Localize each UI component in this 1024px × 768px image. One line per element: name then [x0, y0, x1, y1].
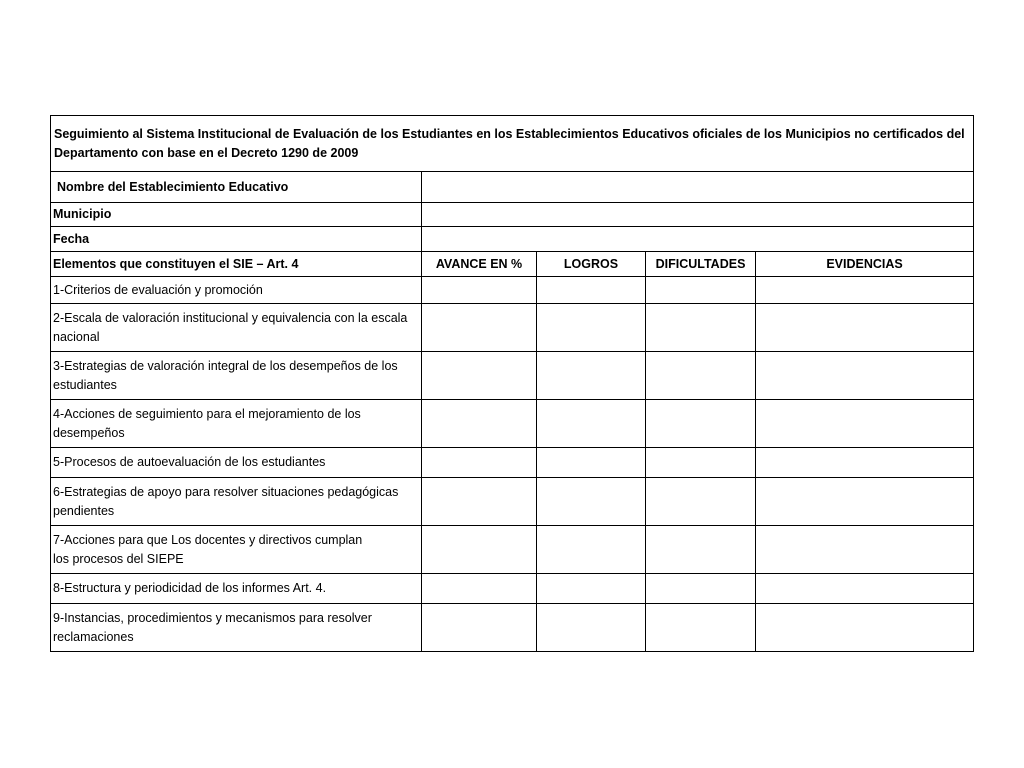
logros-cell[interactable] [537, 304, 646, 352]
logros-cell[interactable] [537, 604, 646, 652]
avance-cell[interactable] [422, 478, 537, 526]
column-header-evidencias: EVIDENCIAS [756, 252, 974, 277]
evidencias-cell[interactable] [756, 400, 974, 448]
logros-cell[interactable] [537, 277, 646, 304]
date-label: Fecha [51, 227, 422, 252]
dificultades-cell[interactable] [646, 352, 756, 400]
table-row [51, 526, 974, 574]
logros-cell[interactable] [537, 526, 646, 574]
avance-cell[interactable] [422, 526, 537, 574]
row-label: 2-Escala de valoración institucional y equivalencia con la escala nacional [51, 304, 422, 352]
date-row [51, 227, 974, 252]
row-label-line: los procesos del SIEPE [53, 551, 184, 566]
table-row [51, 304, 974, 352]
avance-cell[interactable] [422, 604, 537, 652]
logros-cell[interactable] [537, 574, 646, 604]
municipality-field[interactable] [422, 203, 974, 227]
evidencias-cell[interactable] [756, 352, 974, 400]
row-label: 1-Criterios de evaluación y promoción [51, 277, 422, 304]
logros-cell[interactable] [537, 352, 646, 400]
avance-cell[interactable] [422, 448, 537, 478]
column-header-elementos: Elementos que constituyen el SIE – Art. 4 [51, 252, 422, 277]
dificultades-cell[interactable] [646, 400, 756, 448]
column-header-row [51, 252, 974, 277]
avance-cell[interactable] [422, 352, 537, 400]
evidencias-cell[interactable] [756, 478, 974, 526]
column-header-dificultades: DIFICULTADES [646, 252, 756, 277]
table-row [51, 574, 974, 604]
dificultades-cell[interactable] [646, 304, 756, 352]
evidencias-cell[interactable] [756, 526, 974, 574]
establishment-name-field[interactable] [422, 172, 974, 203]
evidencias-cell[interactable] [756, 277, 974, 304]
title-row [51, 116, 974, 172]
dificultades-cell[interactable] [646, 478, 756, 526]
municipality-row [51, 203, 974, 227]
form-title: Seguimiento al Sistema Institucional de Evaluación de los Estudiantes en los Establecimientos Educativos oficiales de los Municipios no certificados del Departamento con base en el Decreto 1290 de 2009 [51, 116, 974, 172]
table-row [51, 352, 974, 400]
row-label: 6-Estrategias de apoyo para resolver situaciones pedagógicas pendientes [51, 478, 422, 526]
evidencias-cell[interactable] [756, 604, 974, 652]
avance-cell[interactable] [422, 277, 537, 304]
establishment-row [51, 172, 974, 203]
table-row [51, 277, 974, 304]
row-label [51, 526, 422, 574]
evaluation-tracking-form [50, 115, 973, 652]
table-row [51, 478, 974, 526]
row-label-line: 7-Acciones para que Los docentes y directivos cumplan [53, 532, 363, 547]
row-label: 4-Acciones de seguimiento para el mejoramiento de los desempeños [51, 400, 422, 448]
logros-cell[interactable] [537, 448, 646, 478]
avance-cell[interactable] [422, 400, 537, 448]
dificultades-cell[interactable] [646, 277, 756, 304]
evidencias-cell[interactable] [756, 574, 974, 604]
table-row [51, 400, 974, 448]
establishment-name-label: Nombre del Establecimiento Educativo [51, 172, 422, 203]
dificultades-cell[interactable] [646, 604, 756, 652]
row-label: 3-Estrategias de valoración integral de los desempeños de los estudiantes [51, 352, 422, 400]
column-header-logros: LOGROS [537, 252, 646, 277]
logros-cell[interactable] [537, 478, 646, 526]
avance-cell[interactable] [422, 304, 537, 352]
date-field[interactable] [422, 227, 974, 252]
row-label: 5-Procesos de autoevaluación de los estudiantes [51, 448, 422, 478]
dificultades-cell[interactable] [646, 448, 756, 478]
dificultades-cell[interactable] [646, 526, 756, 574]
avance-cell[interactable] [422, 574, 537, 604]
row-label: 8-Estructura y periodicidad de los informes Art. 4. [51, 574, 422, 604]
municipality-label: Municipio [51, 203, 422, 227]
table-row [51, 604, 974, 652]
evidencias-cell[interactable] [756, 448, 974, 478]
table-row [51, 448, 974, 478]
column-header-avance: AVANCE EN % [422, 252, 537, 277]
logros-cell[interactable] [537, 400, 646, 448]
dificultades-cell[interactable] [646, 574, 756, 604]
sie-tracking-table [50, 115, 974, 652]
evidencias-cell[interactable] [756, 304, 974, 352]
row-label: 9-Instancias, procedimientos y mecanismos para resolver reclamaciones [51, 604, 422, 652]
